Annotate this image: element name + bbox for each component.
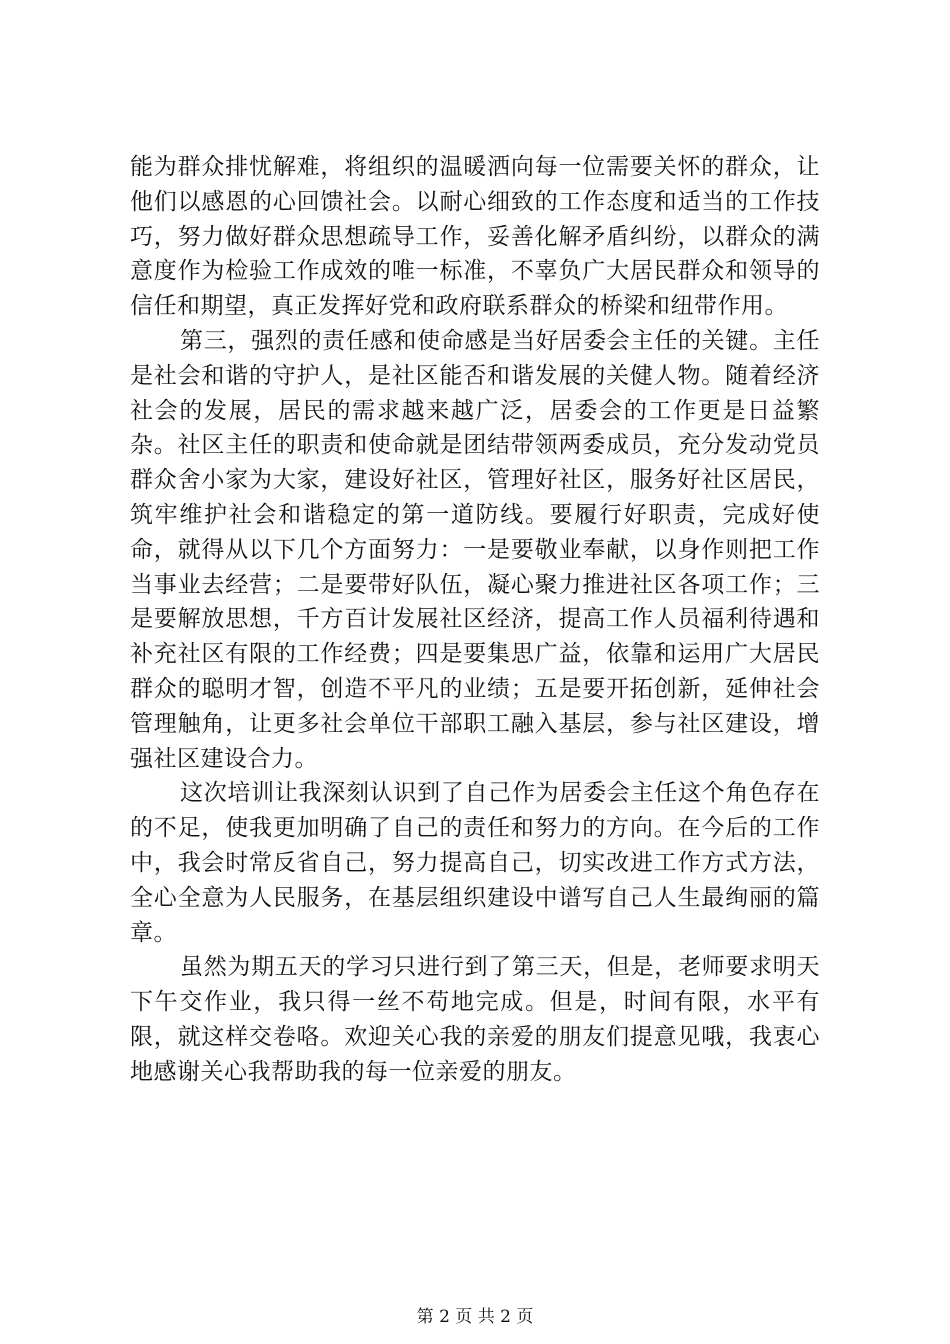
page-number-footer: 第 2 页 共 2 页 (416, 1307, 534, 1327)
paragraph-closing: 虽然为期五天的学习只进行到了第三天，但是，老师要求明天下午交作业，我只得一丝不苟地完成。但是，时间有限，水平有限，就这样交卷咯。欢迎关心我的亲爱的朋友们提意见哦，我衷心地感谢关心我帮助我的每一位亲爱的朋友。 (130, 954, 820, 1085)
document-body (130, 150, 820, 1090)
paragraph-third-point: 第三，强烈的责任感和使命感是当好居委会主任的关键。主任是社会和谐的守护人，是社区能否和谐发展的关健人物。随着经济社会的发展，居民的需求越来越广泛，居委会的工作更是日益繁杂。社区主任的职责和使命就是团结带领两委成员，充分发动党员群众舍小家为大家，建设好社区，管理好社区，服务好社区居民，筑牢维护社会和谐稳定的第一道防线。要履行好职责，完成好使命，就得从以下几个方面努力：一是要敬业奉献，以身作则把工作当事业去经营；二是要带好队伍，凝心聚力推进社区各项工作；三是要解放思想，千方百计发展社区经济，提高工作人员福利待遇和补充社区有限的工作经费；四是要集思广益，依靠和运用广大居民群众的聪明才智，创造不平凡的业绩；五是要开拓创新，延伸社会管理触角，让更多社会单位干部职工融入基层，参与社区建设，增强社区建设合力。 (130, 327, 820, 772)
paragraph-continued: 能为群众排忧解难，将组织的温暖洒向每一位需要关怀的群众，让他们以感恩的心回馈社会。以耐心细致的工作态度和适当的工作技巧，努力做好群众思想疏导工作，妥善化解矛盾纠纷，以群众的满意度作为检验工作成效的唯一标准，不辜负广大居民群众和领导的信任和期望，真正发挥好党和政府联系群众的桥梁和纽带作用。 (130, 154, 820, 320)
paragraph-reflection: 这次培训让我深刻认识到了自己作为居委会主任这个角色存在的不足，使我更加明确了自己的责任和努力的方向。在今后的工作中，我会时常反省自己，努力提高自己，切实改进工作方式方法，全心全意为人民服务，在基层组织建设中谱写自己人生最绚丽的篇章。 (130, 780, 820, 946)
